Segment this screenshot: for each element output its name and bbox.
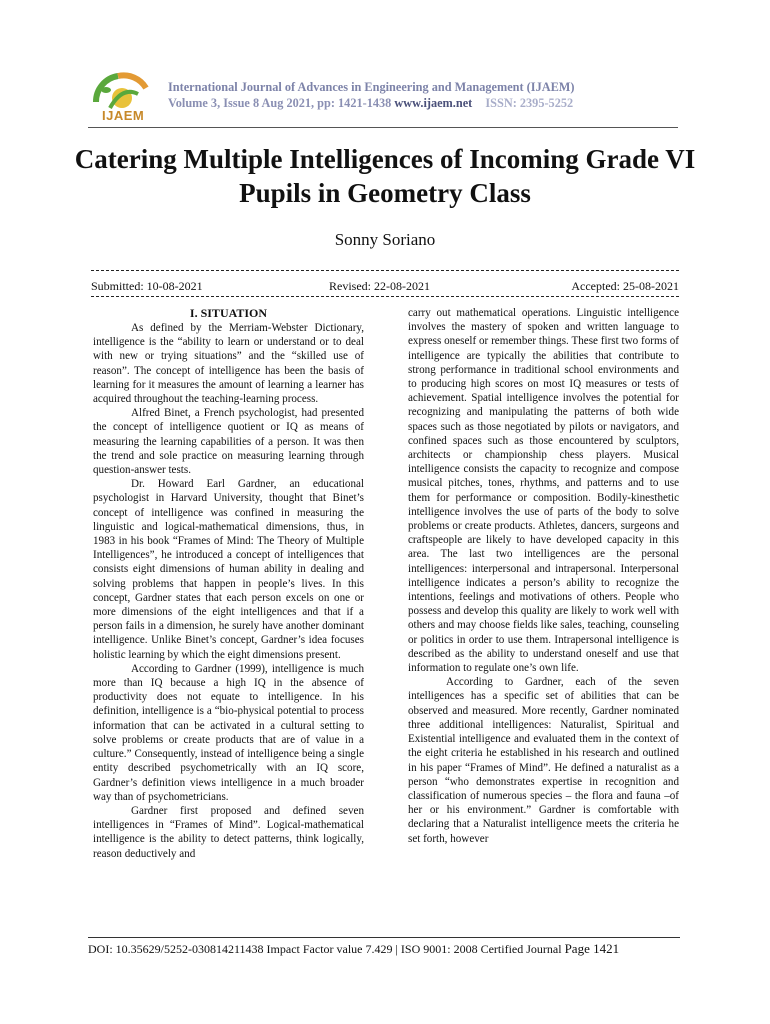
volume-info: Volume 3, Issue 8 Aug 2021, pp: 1421-1438 xyxy=(168,96,392,110)
journal-logo-icon xyxy=(88,68,158,112)
paper-title: Catering Multiple Intelligences of Incoming Grade VI Pupils in Geometry Class xyxy=(74,144,696,208)
paper-author: Sonny Soriano xyxy=(334,230,436,249)
dashed-separator-top xyxy=(91,270,679,273)
doi-line: DOI: 10.35629/5252-030814211438 Impact Factor value 7.429 | ISO 9001: 2008 Certified Journal xyxy=(88,942,562,956)
left-column xyxy=(93,306,364,861)
journal-header xyxy=(88,68,688,130)
body-paragraph: Dr. Howard Earl Gardner, an educational psychologist in Harvard University, thought that Binet’s concept of intelligence was confined in measuring the linguistic and logical-mathematical dimensions, thus, in 1983 in his book “Frames of Mind: The Theory of Multiple Intelligences”, he introduced a concept of intelligences that consists eight dimensions of human ability in dealing and solving problems that happen in people’s lives. In this concept, Gardner states that each person excels on one or more dimensions of the eight intelligences and that if a person fails in a dimension, he surely have another dominant intelligence. Unlike Binet’s concept, Gardner’s idea focuses holistic learning by which the eight dimensions present. xyxy=(93,478,364,661)
logo-wordmark: IJAEM xyxy=(102,108,145,123)
footer-rule xyxy=(88,937,680,938)
body-paragraph: According to Gardner (1999), intelligence is much more than IQ because a high IQ in the absence of productivity does not equate to intelligence. In his definition, intelligence is a “bio-physical potential to process information that can be activated in a cultural setting to solve problems or create products that are of value in a culture.” Consequently, instead of intelligence being a single entity described psychometrically with an IQ score, Gardner’s definition views intelligence in a much broader way than of psychometricians. xyxy=(93,662,364,803)
page-number: Page 1421 xyxy=(564,941,620,956)
header-rule xyxy=(88,127,678,128)
section-heading: I. SITUATION xyxy=(189,306,268,320)
journal-name: International Journal of Advances in Engineering and Management (IJAEM) xyxy=(168,80,575,94)
accepted-date: Accepted: 25-08-2021 xyxy=(571,279,679,293)
journal-logo xyxy=(88,68,158,130)
revised-date: Revised: 22-08-2021 xyxy=(329,279,430,293)
submitted-date: Submitted: 10-08-2021 xyxy=(91,279,203,293)
journal-volume-line xyxy=(168,96,573,111)
body-paragraph: Gardner first proposed and defined seven intelligences in “Frames of Mind”. Logical-mathematical intelligence is the ability to detect patterns, think logically, reason deductively and xyxy=(93,804,364,860)
body-paragraph: Alfred Binet, a French psychologist, had presented the concept of intelligence quotient or IQ as means of measuring the learning capabilities of a person. It was then the trend and sole practice on measuring learning through question-answer tests. xyxy=(93,407,364,477)
journal-issn: ISSN: 2395-5252 xyxy=(485,96,574,110)
right-column xyxy=(408,306,679,846)
body-paragraph: carry out mathematical operations. Linguistic intelligence involves the mastery of spoken and written language to express oneself or remember things. These first two forms of intelligence are typically the abilities that contribute to strong performance in traditional school environments and to producing high scores on most IQ measures or tests of achievement. Spatial intelligence involves the potential for recognizing and manipulating the patterns of both wide spaces such as those negotiated by pilots or navigators, and confined spaces such as those encountered by sculptors, architects or championship chess players. Musical intelligence consists the capacity to recognize and compose musical pitches, tones, rhythms, and patterns and to use them for performance or composition. Bodily-kinesthetic intelligence involves the use of parts of the body to solve problems or create products. Athletes, dancers, surgeons and craftspeople are likely to have developed capacity in this area. The last two intelligences are the personal intelligences: interpersonal and intrapersonal. Interpersonal intelligence indicates a person’s ability to recognize the intentions, feelings and motivations of others. People who possess and develop this quality are likely to work well with others and may choose fields like sales, teaching, counseling or politics in order to use them. Intrapersonal intelligence is described as the ability to understand oneself and use that information to regulate one’s own life. xyxy=(408,307,679,675)
page-footer xyxy=(88,941,688,957)
journal-website: www.ijaem.net xyxy=(394,96,473,110)
body-paragraph: As defined by the Merriam-Webster Dictionary, intelligence is the “ability to learn or understand or to deal with new or trying situations” and the “skilled use of reason”. The concept of intelligence has been the basis of learning for it measures the amount of learning a learner has acquired throughout the teaching-learning process. xyxy=(93,322,364,406)
body-paragraph: According to Gardner, each of the seven intelligences has a specific set of abilities that can be observed and measured. More recently, Gardner nominated three additional intelligences: Naturalist, Spiritual and Existential intelligence and evaluated them in the context of the eight criteria he established in his research and outlined in his paper “Frames of Mind”. He defined a naturalist as a person “who demonstrates expertise in recognition and classification of numerous species – the flora and fauna –of her or his environment.” Gardner is comfortable with declaring that a Naturalist intelligence meets the criteria he set forth, however xyxy=(408,676,679,845)
dashed-separator-bottom xyxy=(91,296,679,299)
